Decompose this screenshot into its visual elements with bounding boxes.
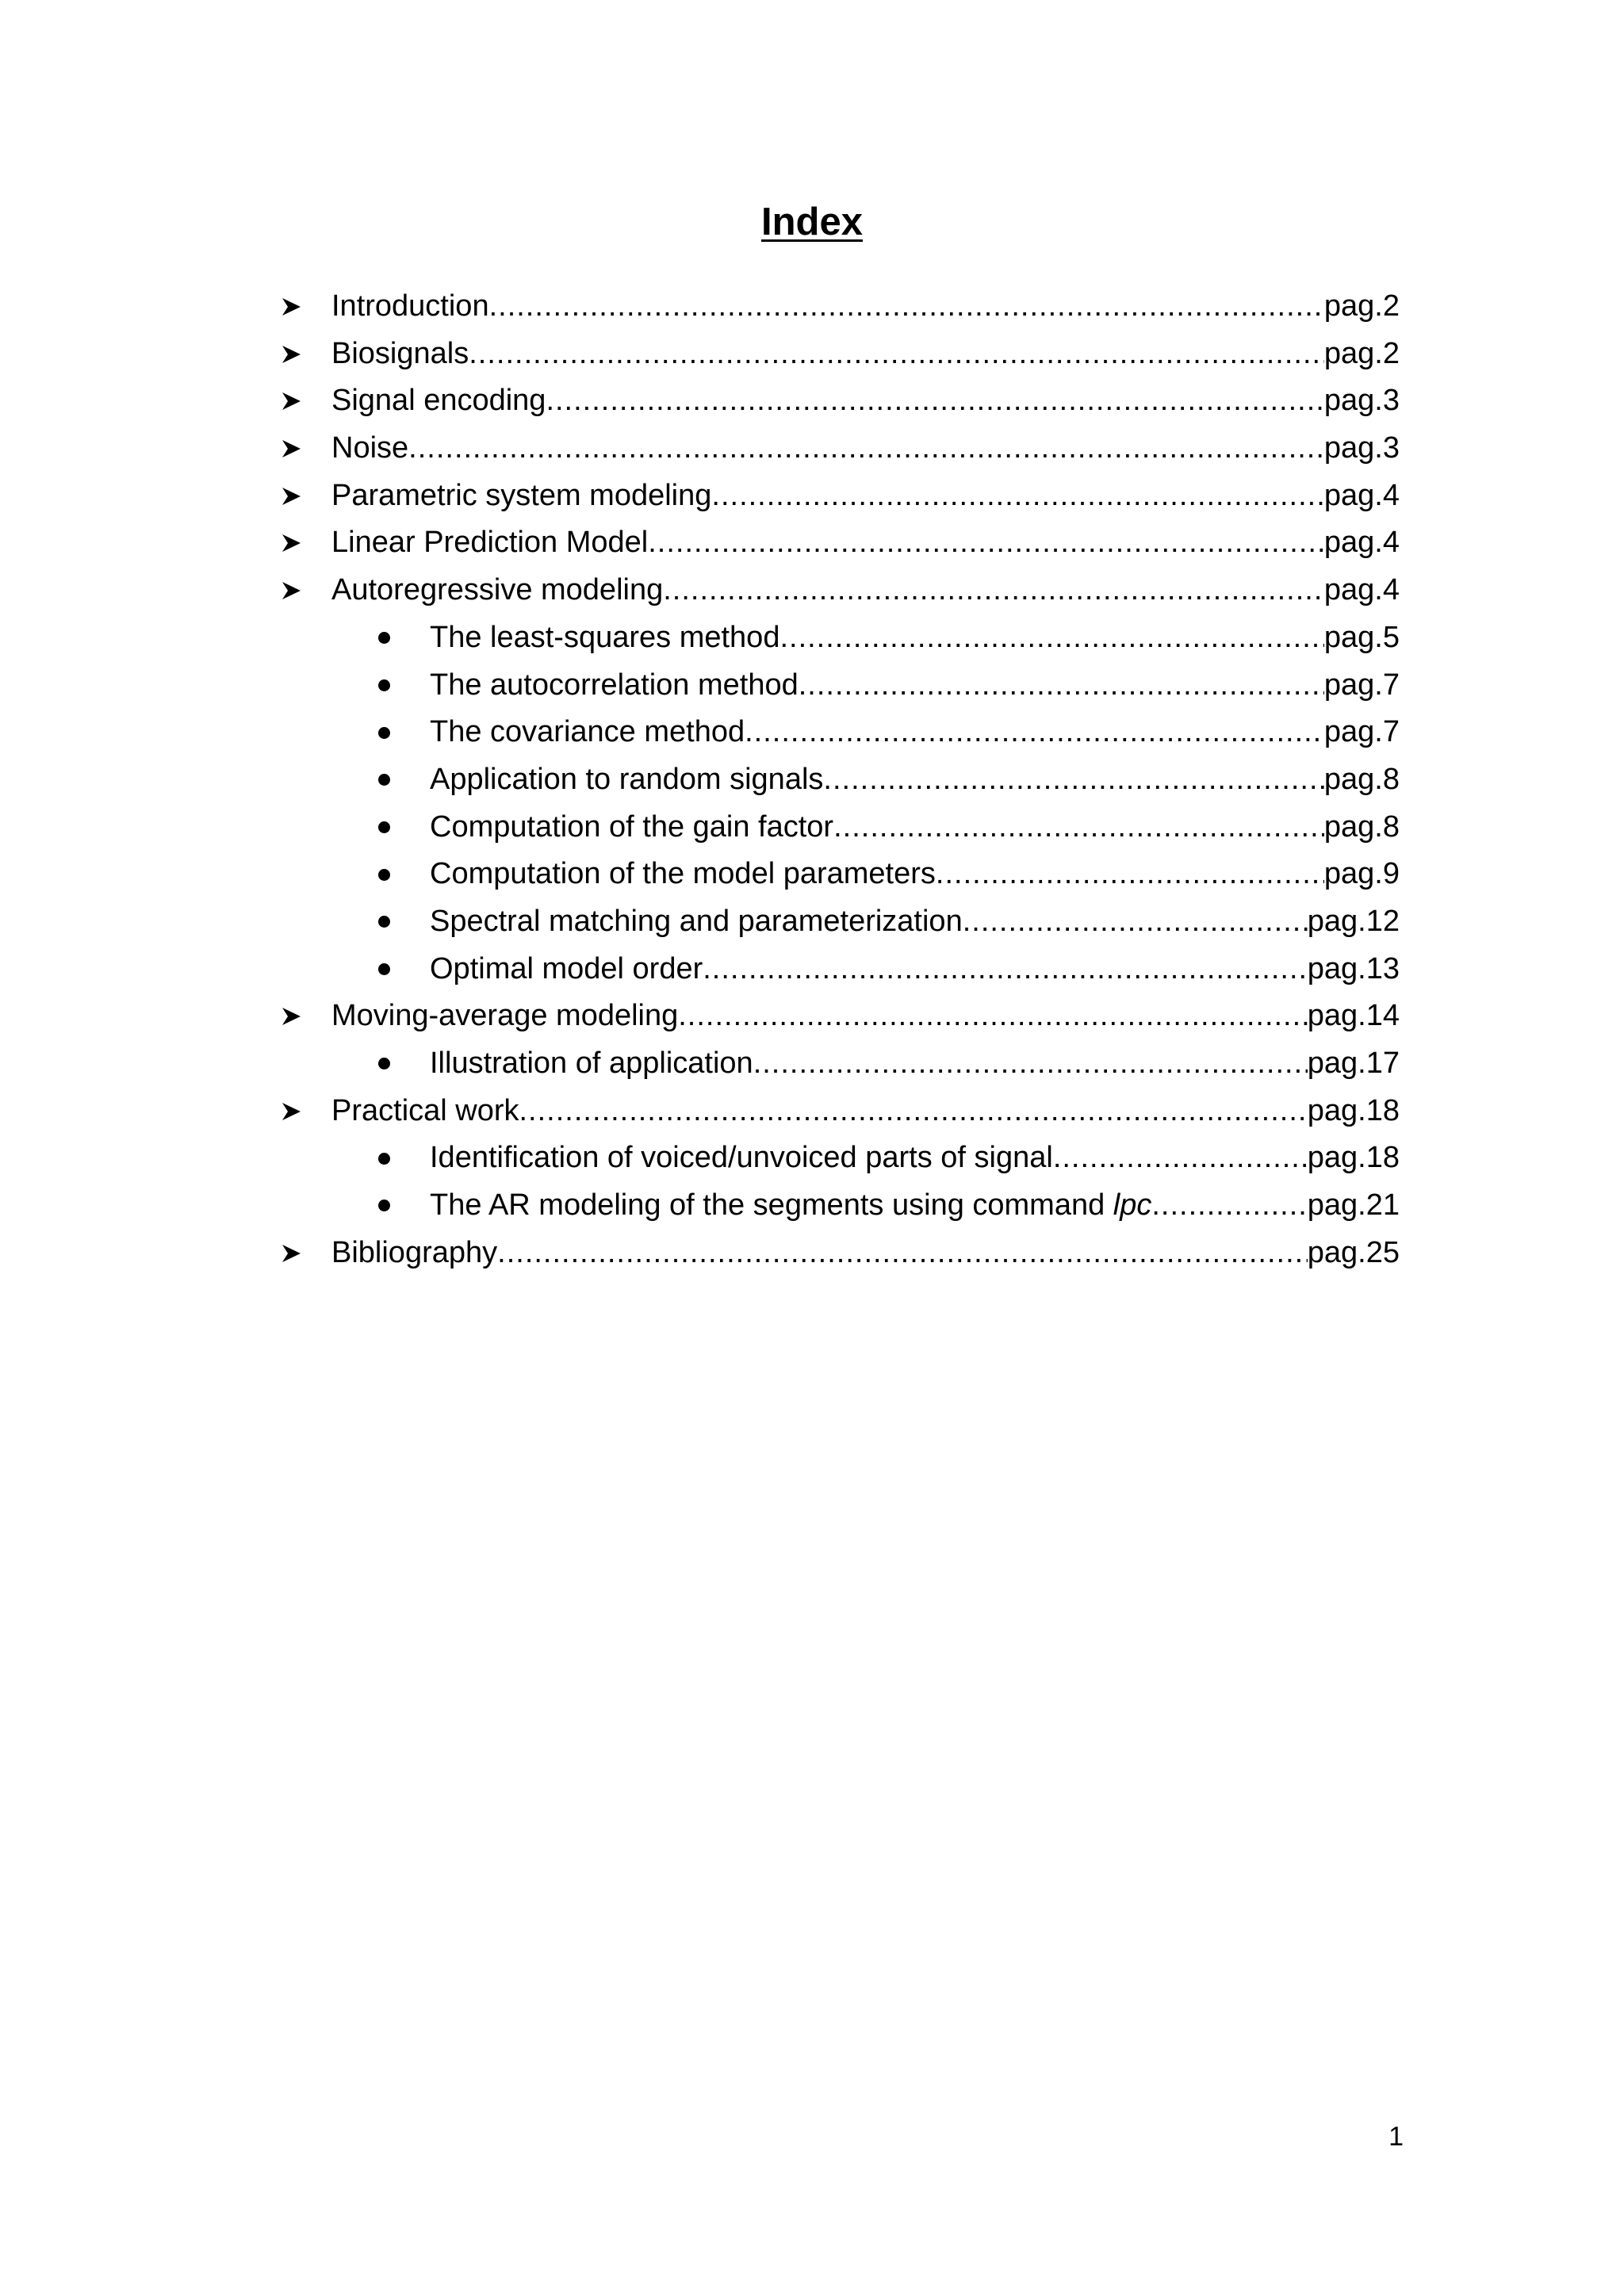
round-bullet-icon (374, 946, 393, 993)
toc-page-reference: pag.8 (1323, 809, 1400, 844)
round-bullet-icon (374, 1182, 393, 1230)
toc-page-reference: pag.4 (1323, 526, 1400, 560)
toc-entry-label: Practical work (331, 1093, 519, 1127)
toc-entry (278, 283, 1400, 331)
toc-entry (278, 377, 1400, 425)
round-bullet-icon (374, 614, 393, 662)
toc-entry-label: Computation of the gain factor (430, 809, 834, 844)
round-bullet-icon (374, 756, 393, 804)
toc-subentry (278, 946, 1400, 993)
round-bullet-icon (374, 1135, 393, 1182)
toc-entry-label: The least-squares method (430, 620, 780, 654)
toc-entry (278, 425, 1400, 473)
toc-entry-label: Biosignals (331, 336, 469, 370)
dot-leader (678, 993, 1308, 1040)
toc-entry (278, 993, 1400, 1040)
toc-entry (278, 1230, 1400, 1277)
toc-subentry (278, 1135, 1400, 1182)
toc-entry-label: Application to random signals (430, 762, 824, 796)
toc-page-reference: pag.21 (1307, 1188, 1400, 1223)
dot-leader (1053, 1135, 1308, 1182)
toc-entry-label: Optimal model order (430, 951, 703, 985)
arrowhead-bullet-icon (278, 425, 304, 473)
toc-subentry (278, 804, 1400, 851)
toc-entry-label: Computation of the model parameters (430, 857, 936, 891)
dot-leader (745, 709, 1324, 756)
dot-leader (469, 331, 1324, 378)
page-title: Index (761, 201, 863, 243)
toc-page-reference: pag.2 (1323, 336, 1400, 370)
toc-page-reference: pag.4 (1323, 573, 1400, 607)
dot-leader (408, 425, 1324, 473)
dot-leader (497, 1230, 1308, 1277)
round-bullet-icon (374, 804, 393, 851)
arrowhead-bullet-icon (278, 283, 304, 331)
dot-leader (753, 1040, 1308, 1088)
toc-entry (278, 1088, 1400, 1135)
toc-entry-label: Parametric system modeling (331, 478, 712, 512)
toc-entry (278, 567, 1400, 614)
arrowhead-bullet-icon (278, 331, 304, 378)
toc-page-reference: pag.5 (1323, 620, 1400, 654)
toc-page-reference: pag.25 (1307, 1235, 1400, 1269)
toc-entry-label: Introduction (331, 289, 489, 323)
toc-subentry (278, 898, 1400, 946)
arrowhead-bullet-icon (278, 1230, 304, 1277)
round-bullet-icon (374, 709, 393, 756)
toc-page-reference: pag.17 (1307, 1047, 1400, 1080)
toc-page-reference: pag.4 (1323, 478, 1400, 512)
toc-subentry (278, 1040, 1400, 1088)
table-of-contents (278, 283, 1400, 1276)
toc-entry-label: Bibliography (331, 1235, 498, 1269)
dot-leader (648, 519, 1324, 567)
dot-leader (519, 1088, 1308, 1135)
toc-entry (278, 519, 1400, 567)
round-bullet-icon (374, 1040, 393, 1088)
dot-leader (1151, 1182, 1307, 1230)
toc-subentry (278, 709, 1400, 756)
toc-page-reference: pag.7 (1323, 715, 1400, 749)
toc-page-reference: pag.12 (1307, 904, 1400, 938)
round-bullet-icon (374, 851, 393, 898)
arrowhead-bullet-icon (278, 1088, 304, 1135)
toc-entry (278, 331, 1400, 378)
toc-page-reference: pag.13 (1307, 951, 1400, 985)
arrowhead-bullet-icon (278, 519, 304, 567)
toc-page-reference: pag.14 (1307, 999, 1400, 1033)
round-bullet-icon (374, 898, 393, 946)
toc-page-reference: pag.9 (1323, 857, 1400, 891)
toc-page-reference: pag.3 (1323, 384, 1400, 418)
arrowhead-bullet-icon (278, 567, 304, 614)
toc-subentry (278, 851, 1400, 898)
toc-subentry (278, 756, 1400, 804)
dot-leader (833, 804, 1324, 851)
toc-entry-label: Autoregressive modeling (331, 573, 664, 607)
toc-page-reference: pag.8 (1323, 762, 1400, 796)
dot-leader (779, 614, 1323, 662)
toc-page-reference: pag.3 (1323, 431, 1400, 465)
toc-subentry (278, 662, 1400, 710)
toc-entry-label: Noise (331, 431, 409, 465)
arrowhead-bullet-icon (278, 473, 304, 520)
arrowhead-bullet-icon (278, 993, 304, 1040)
toc-entry-label: Moving-average modeling (331, 999, 679, 1033)
toc-subentry (278, 1182, 1400, 1230)
toc-entry-label: Illustration of application (430, 1047, 753, 1080)
toc-entry-label: Spectral matching and parameterization (430, 904, 963, 938)
toc-entry (278, 473, 1400, 520)
dot-leader (546, 377, 1323, 425)
round-bullet-icon (374, 662, 393, 710)
toc-entry-label: The covariance method (430, 715, 745, 749)
toc-entry-label: Linear Prediction Model (331, 526, 649, 560)
dot-leader (823, 756, 1324, 804)
toc-subentry (278, 614, 1400, 662)
dot-leader (711, 473, 1324, 520)
toc-entry-label: The autocorrelation method (430, 668, 799, 702)
dot-leader (936, 851, 1324, 898)
dot-leader (663, 567, 1324, 614)
toc-page-reference: pag.18 (1307, 1093, 1400, 1127)
toc-page-reference: pag.2 (1323, 289, 1400, 323)
dot-leader (489, 283, 1324, 331)
dot-leader (703, 946, 1308, 993)
toc-entry-label: The AR modeling of the segments using command lpc (430, 1188, 1152, 1223)
toc-page-reference: pag.7 (1323, 668, 1400, 702)
dot-leader (799, 662, 1324, 710)
toc-page-reference: pag.18 (1307, 1141, 1400, 1175)
page-number: 1 (1388, 2122, 1404, 2152)
dot-leader (963, 898, 1308, 946)
arrowhead-bullet-icon (278, 377, 304, 425)
toc-entry-label: Signal encoding (331, 384, 546, 418)
toc-entry-label: Identification of voiced/unvoiced parts of signal (430, 1141, 1053, 1175)
